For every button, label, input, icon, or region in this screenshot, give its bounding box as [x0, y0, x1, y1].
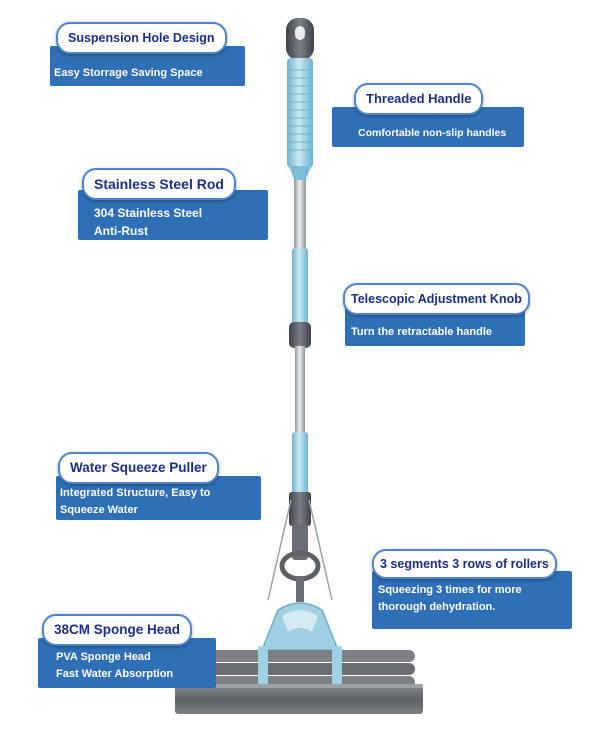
callout-text: Easy Storrage Saving Space	[54, 67, 203, 79]
steel-rod-lower	[295, 346, 305, 434]
callout-threaded-handle	[332, 83, 524, 147]
squeeze-puller	[268, 492, 332, 602]
callout-text: Squeezing 3 times for more	[378, 584, 522, 596]
callout-text: Squeeze Water	[60, 504, 138, 516]
callout-title: Stainless Steel Rod	[82, 168, 236, 200]
callout-text: Comfortable non-slip handles	[358, 127, 507, 139]
callout-title: 3 segments 3 rows of rollers	[372, 549, 557, 579]
lower-sleeve	[292, 432, 308, 494]
callout-text: 304 Stainless Steel	[94, 206, 203, 220]
callout-stainless-rod	[78, 168, 268, 240]
rod-sleeve	[292, 248, 308, 324]
callout-title: Telescopic Adjustment Knob	[343, 283, 530, 315]
handle-cap	[286, 18, 314, 60]
callout-text: Anti-Rust	[94, 224, 148, 238]
callout-suspension	[50, 22, 245, 86]
threaded-handle	[287, 58, 313, 182]
callout-title: Suspension Hole Design	[56, 22, 227, 54]
callout-rollers	[372, 549, 572, 629]
callout-title: Threaded Handle	[354, 83, 483, 115]
callout-title: Water Squeeze Puller	[58, 452, 219, 484]
telescopic-knob	[289, 322, 311, 348]
sponge-head	[175, 684, 423, 714]
callout-text: thorough dehydration.	[378, 601, 496, 613]
callout-squeeze-puller	[56, 452, 261, 520]
callout-text: PVA Sponge Head	[56, 651, 151, 663]
callout-title: 38CM Sponge Head	[42, 614, 192, 646]
callout-text: Fast Water Absorption	[56, 668, 174, 680]
callout-text: Turn the retractable handle	[351, 326, 492, 338]
steel-rod-upper	[294, 180, 306, 250]
callout-sponge-head	[38, 614, 216, 688]
callout-telescopic-knob	[345, 283, 525, 346]
callout-text: Integrated Structure, Easy to	[60, 487, 211, 499]
